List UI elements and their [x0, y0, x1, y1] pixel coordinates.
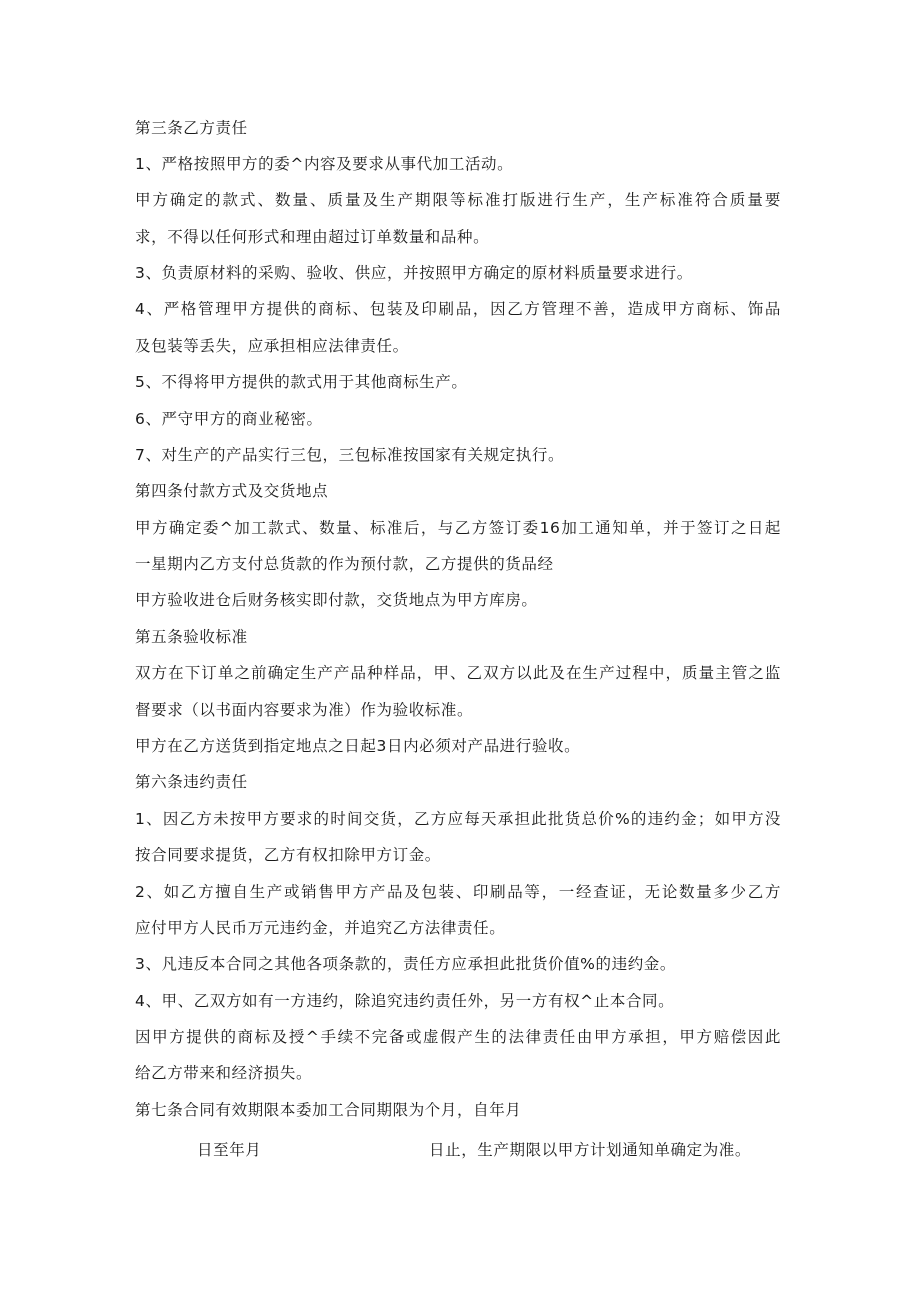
text-line: 甲方确定委^加工款式、数量、标准后，与乙方签订委16加工通知单，并于签订之日起 [135, 519, 781, 537]
article-3-heading: 第三条乙方责任 [135, 119, 248, 137]
text-line: 6、严守甲方的商业秘密。 [135, 410, 323, 428]
text-line: 求，不得以任何形式和理由超过订单数量和品种。 [135, 228, 490, 246]
text-line: 1、严格按照甲方的委^内容及要求从事代加工活动。 [135, 155, 514, 173]
text-line: 4、严格管理甲方提供的商标、包装及印刷品，因乙方管理不善，造成甲方商标、饰品 [135, 300, 781, 318]
term-start-text: 日至年月 [197, 1141, 262, 1159]
article-7-heading: 第七条合同有效期限本委加工合同期限为个月，自年月 [135, 1101, 522, 1119]
text-line: 甲方在乙方送货到指定地点之日起3日内必须对产品进行验收。 [135, 737, 581, 755]
text-line: 甲方验收进仓后财务核实即付款，交货地点为甲方库房。 [135, 591, 538, 609]
text-line: 因甲方提供的商标及授^手续不完备或虚假产生的法律责任由甲方承担，甲方赔偿因此 [135, 1028, 781, 1046]
article-5-heading: 第五条验收标准 [135, 628, 248, 646]
term-end-text: 日止，生产期限以甲方计划通知单确定为准。 [429, 1141, 752, 1159]
text-line: 及包装等丢失，应承担相应法律责任。 [135, 337, 409, 355]
article-4-heading: 第四条付款方式及交货地点 [135, 482, 329, 500]
text-line: 1、因乙方未按甲方要求的时间交货，乙方应每天承担此批货总价%的违约金；如甲方没 [135, 810, 781, 828]
text-line: 按合同要求提货，乙方有权扣除甲方订金。 [135, 846, 441, 864]
text-line: 5、不得将甲方提供的款式用于其他商标生产。 [135, 373, 468, 391]
text-line: 给乙方带来和经济损失。 [135, 1064, 313, 1082]
article-6-heading: 第六条违约责任 [135, 773, 248, 791]
text-line: 督要求（以书面内容要求为准）作为验收标准。 [135, 701, 474, 719]
text-line: 7、对生产的产品实行三包，三包标准按国家有关规定执行。 [135, 446, 565, 464]
text-line: 甲方确定的款式、数量、质量及生产期限等标准打版进行生产，生产标准符合质量要 [135, 191, 781, 209]
text-line: 一星期内乙方支付总货款的作为预付款，乙方提供的货品经 [135, 555, 554, 573]
text-line: 双方在下订单之前确定生产产品种样品，甲、乙双方以此及在生产过程中，质量主管之监 [135, 664, 781, 682]
text-line: 应付甲方人民币万元违约金，并追究乙方法律责任。 [135, 919, 506, 937]
text-line: 4、甲、乙双方如有一方违约，除追究违约责任外，另一方有权^止本合同。 [135, 992, 675, 1010]
text-line: 3、负责原材料的采购、验收、供应，并按照甲方确定的原材料质量要求进行。 [135, 264, 693, 282]
text-line: 3、凡违反本合同之其他各项条款的，责任方应承担此批货价值%的违约金。 [135, 955, 676, 973]
text-line: 2、如乙方擅自生产或销售甲方产品及包装、印刷品等，一经查证，无论数量多少乙方 [135, 883, 781, 901]
